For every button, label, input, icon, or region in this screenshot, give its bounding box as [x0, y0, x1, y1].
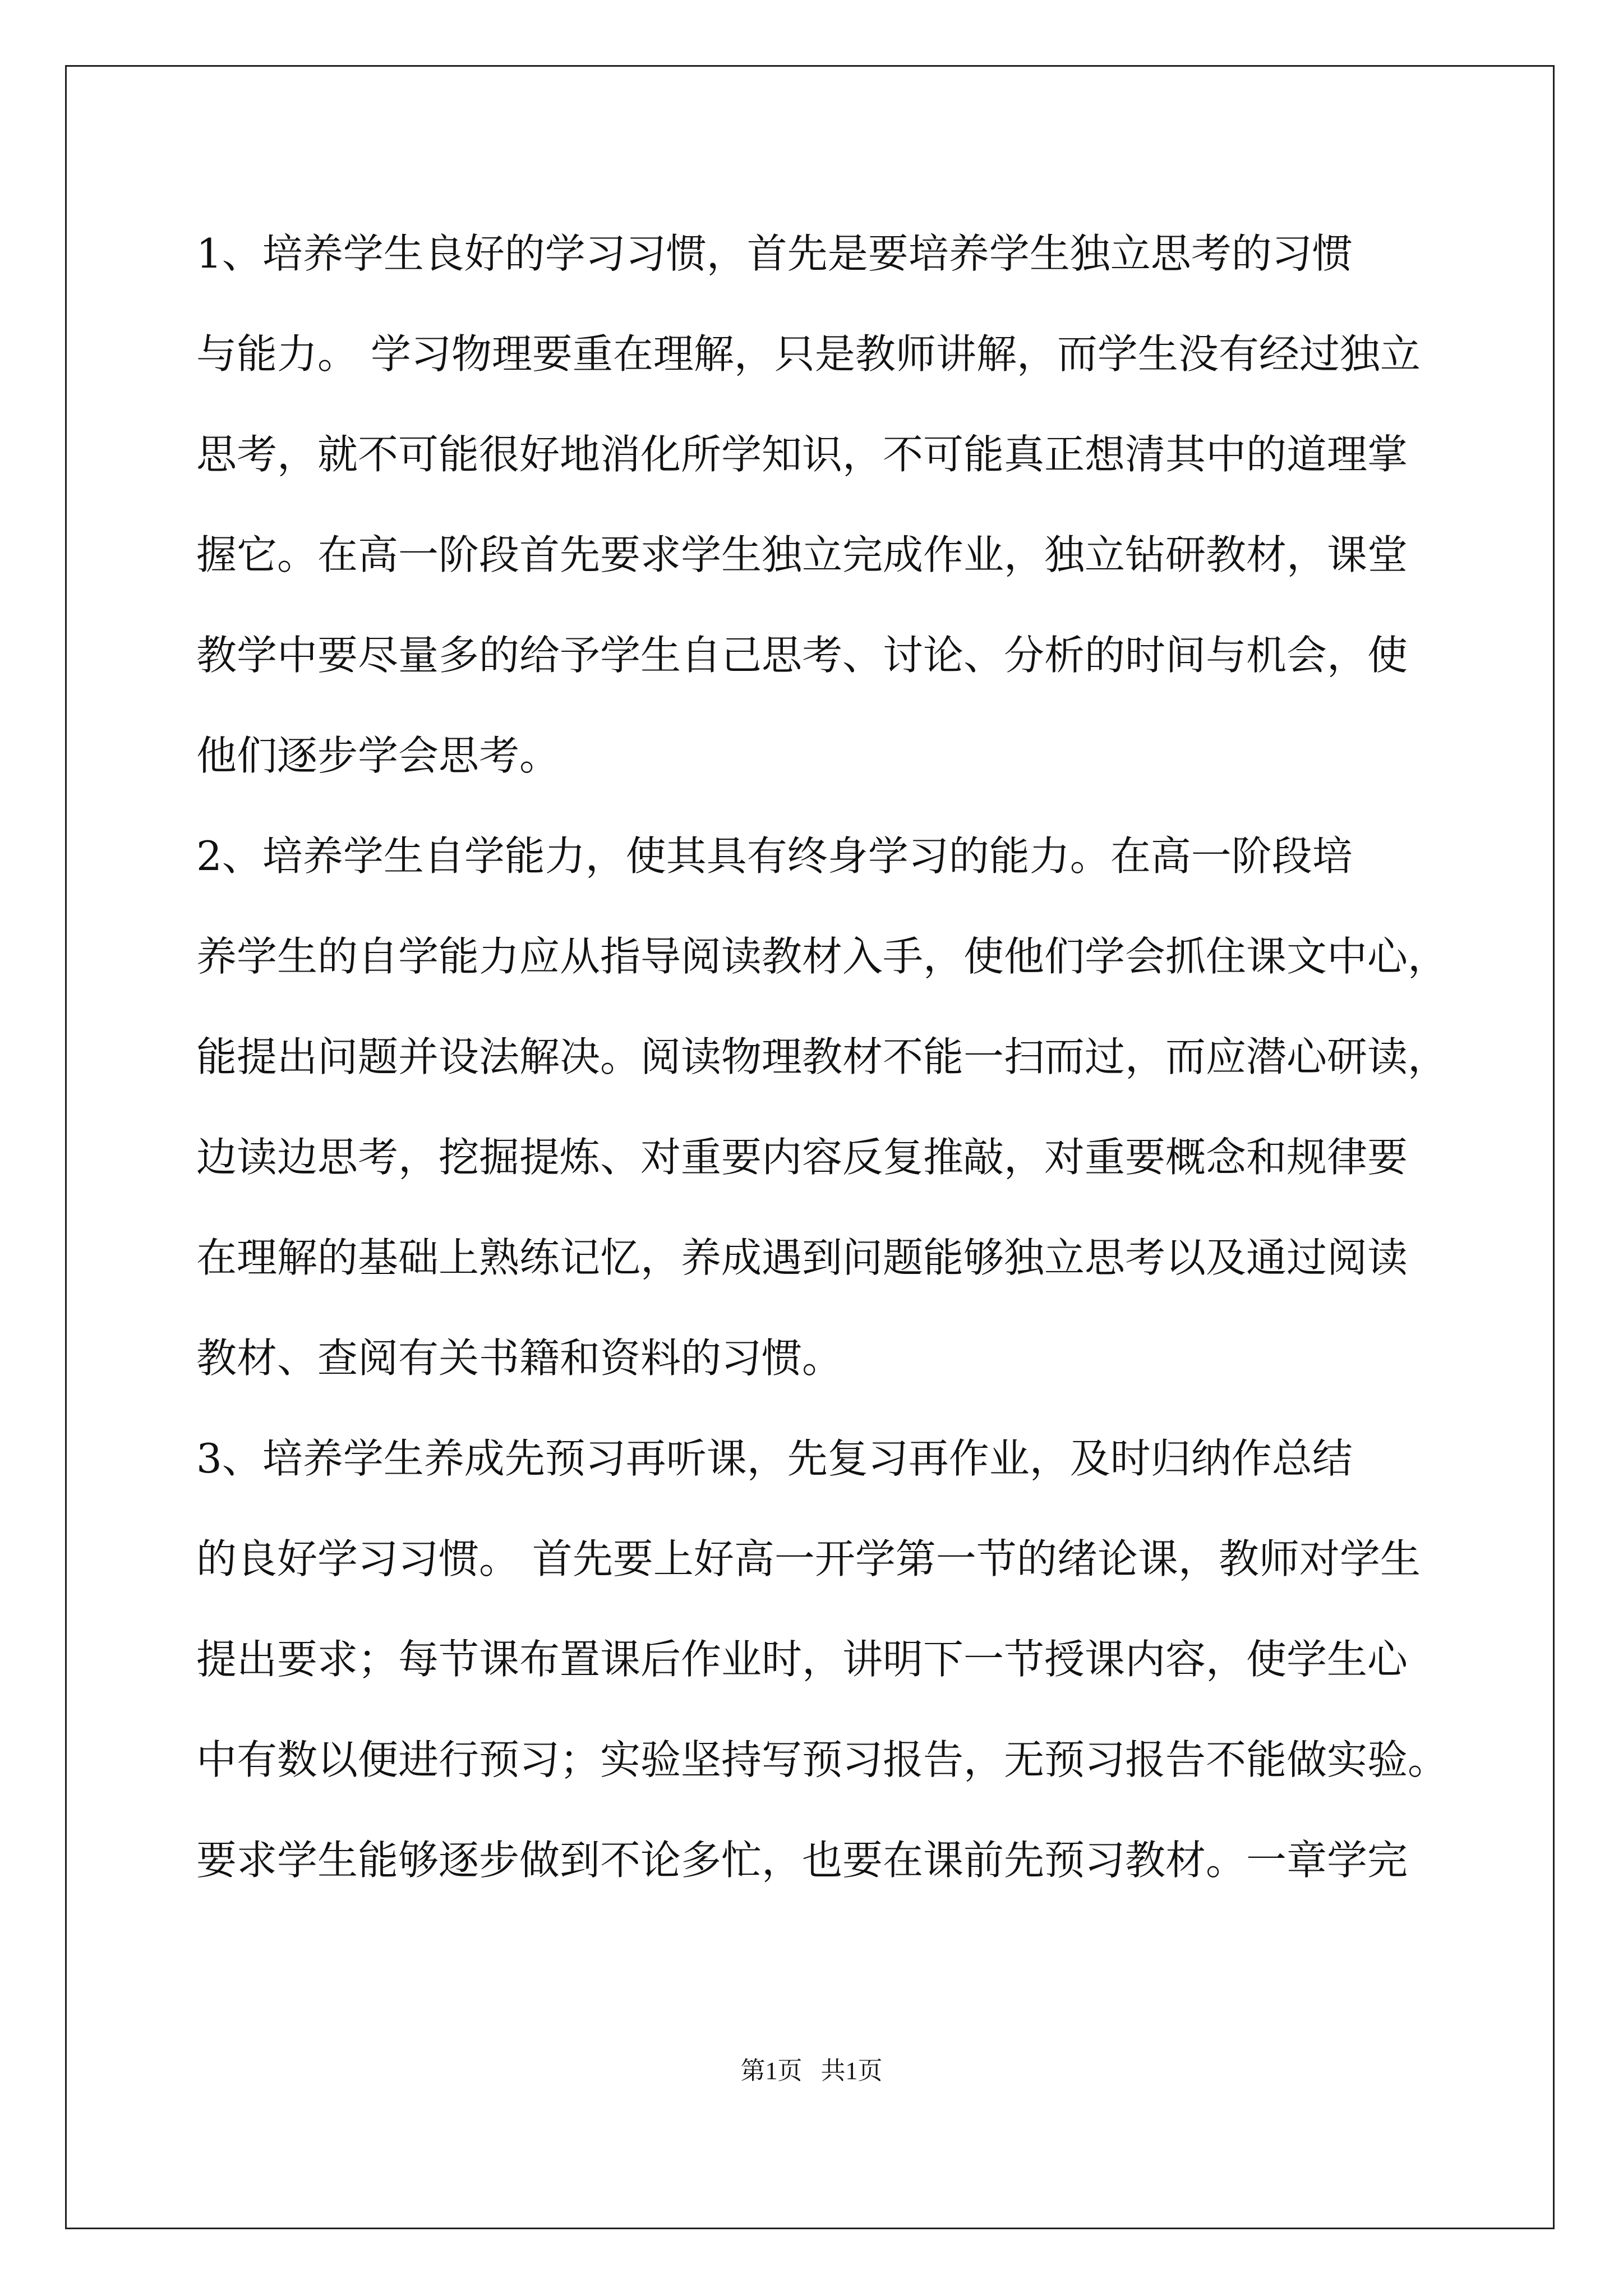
text-line: 思考，就不可能很好地消化所学知识，不可能真正想清其中的道理掌: [196, 431, 1408, 478]
text-line: 要求学生能够逐步做到不论多忙，也要在课前先预习教材。一章学完: [196, 1837, 1408, 1884]
text-line: 教材、查阅有关书籍和资料的习惯。: [196, 1335, 843, 1382]
text-line: 中有数以便进行预习；实验坚持写预习报告，无预习报告不能做实验。: [196, 1736, 1449, 1783]
text-line: 边读边思考，挖掘提炼、对重要内容反复推敲，对重要概念和规律要: [196, 1134, 1408, 1181]
text-line: 1、培养学生良好的学习习惯，首先是要培养学生独立思考的习惯: [196, 230, 1353, 277]
text-line: 的良好学习习惯。 首先要上好高一开学第一节的绪论课，教师对学生: [196, 1535, 1421, 1582]
text-line: 他们逐步学会思考。: [196, 732, 560, 779]
text-line: 能提出问题并设法解决。阅读物理教材不能一扫而过，而应潜心研读，: [196, 1033, 1449, 1080]
text-line: 与能力。 学习物理要重在理解，只是教师讲解，而学生没有经过独立: [196, 330, 1421, 378]
text-line: 在理解的基础上熟练记忆，养成遇到问题能够独立思考以及通过阅读: [196, 1234, 1408, 1281]
text-line: 教学中要尽量多的给予学生自己思考、讨论、分析的时间与机会，使: [196, 632, 1408, 679]
text-line: 握它。在高一阶段首先要求学生独立完成作业，独立钻研教材，课堂: [196, 531, 1408, 578]
page-number-footer: 第1页 共1页: [740, 2057, 883, 2085]
text-line: 2、培养学生自学能力，使其具有终身学习的能力。在高一阶段培: [196, 832, 1353, 880]
text-line: 养学生的自学能力应从指导阅读教材入手，使他们学会抓住课文中心，: [196, 933, 1449, 980]
text-line: 3、培养学生养成先预习再听课，先复习再作业，及时归纳作总结: [196, 1435, 1353, 1482]
text-line: 提出要求；每节课布置课后作业时，讲明下一节授课内容，使学生心: [196, 1636, 1408, 1683]
